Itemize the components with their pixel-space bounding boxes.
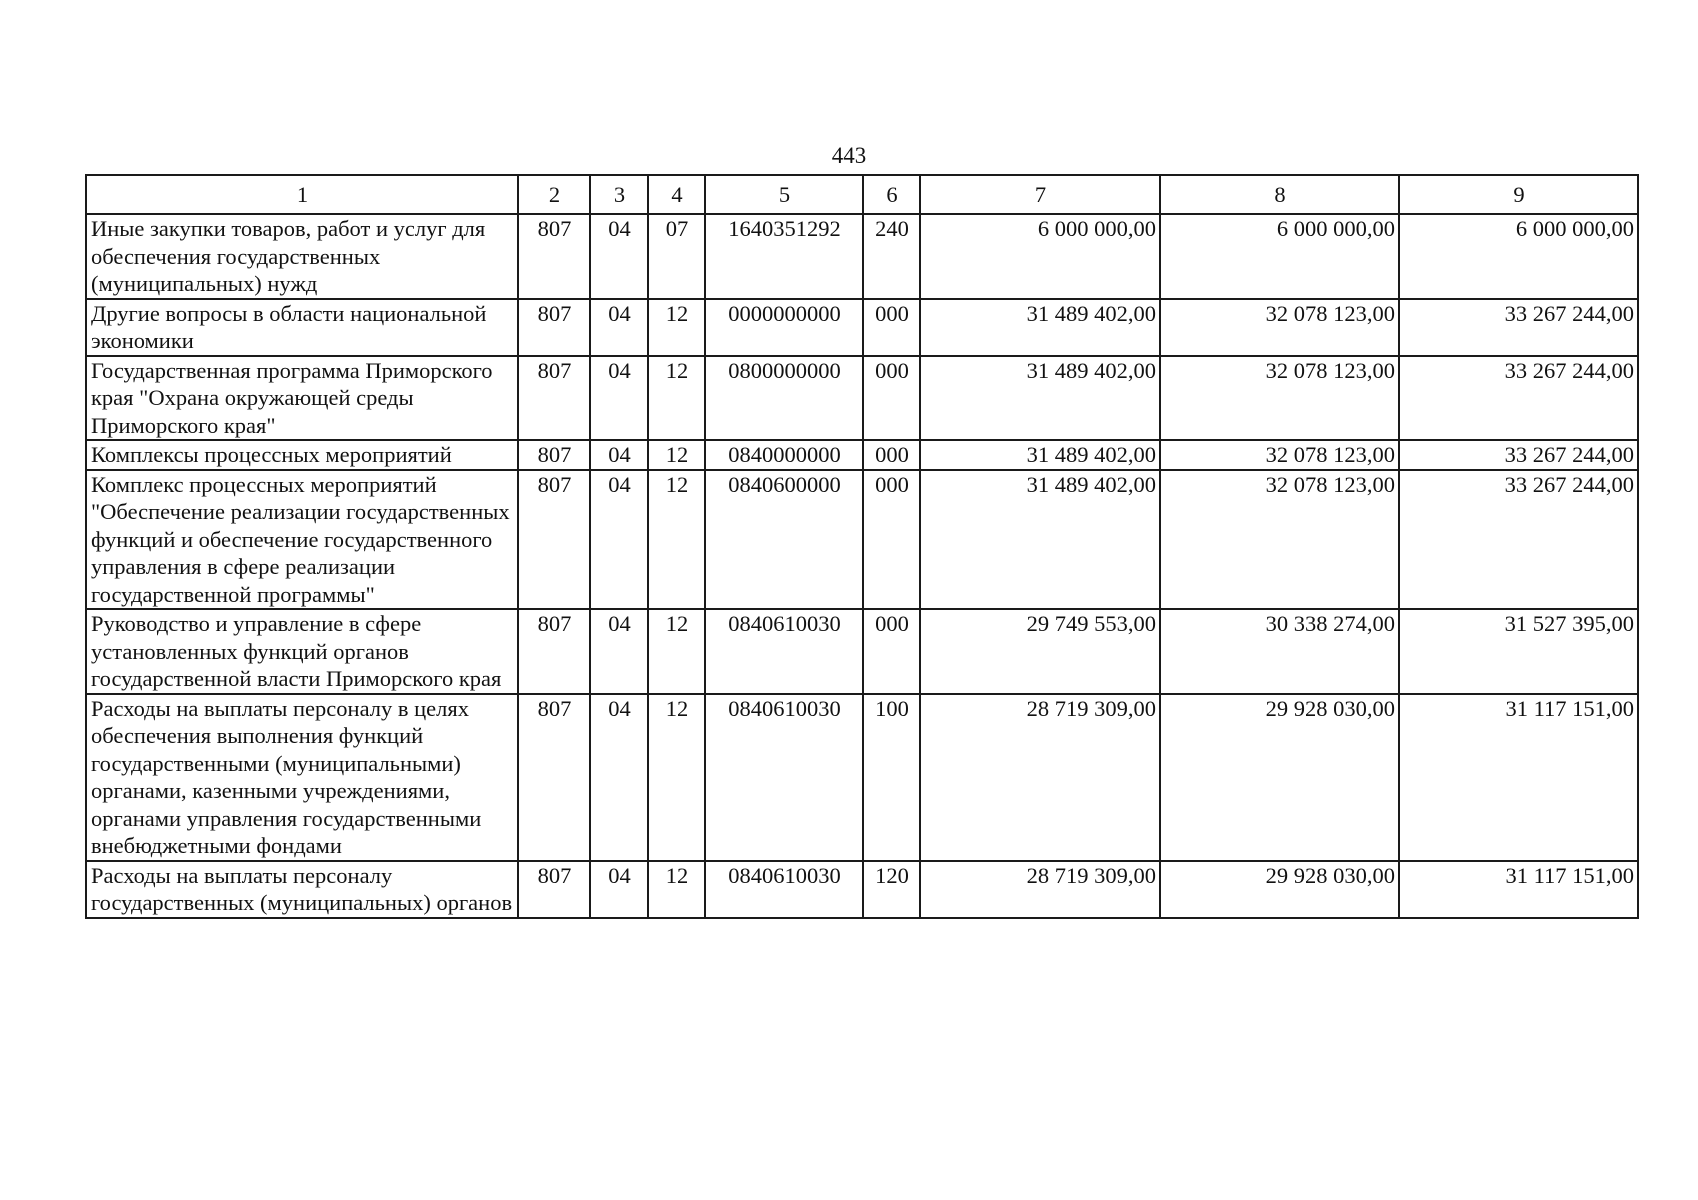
header-cell: 7 <box>920 175 1160 214</box>
target-article-code: 0840610030 <box>705 609 863 694</box>
header-cell: 1 <box>86 175 518 214</box>
subsection-code: 12 <box>648 694 705 861</box>
table-row <box>86 440 1638 470</box>
expense-type-code: 240 <box>863 214 920 299</box>
target-article-code: 0800000000 <box>705 356 863 441</box>
ministry-code: 807 <box>518 694 590 861</box>
amount-col9: 33 267 244,00 <box>1399 470 1638 610</box>
amount-col9: 33 267 244,00 <box>1399 440 1638 470</box>
header-cell: 4 <box>648 175 705 214</box>
amount-col7: 31 489 402,00 <box>920 356 1160 441</box>
subsection-code: 12 <box>648 609 705 694</box>
amount-col7: 31 489 402,00 <box>920 299 1160 356</box>
amount-col9: 31 527 395,00 <box>1399 609 1638 694</box>
amount-col8: 30 338 274,00 <box>1160 609 1399 694</box>
expense-type-code: 000 <box>863 609 920 694</box>
section-code: 04 <box>590 609 648 694</box>
table-row <box>86 470 1638 610</box>
amount-col7: 29 749 553,00 <box>920 609 1160 694</box>
expense-type-code: 000 <box>863 356 920 441</box>
header-cell: 2 <box>518 175 590 214</box>
page-number: 443 <box>831 143 867 168</box>
table-row <box>86 609 1638 694</box>
amount-col9: 33 267 244,00 <box>1399 356 1638 441</box>
table-row <box>86 694 1638 861</box>
section-code: 04 <box>590 214 648 299</box>
target-article-code: 0000000000 <box>705 299 863 356</box>
row-name: Иные закупки товаров, работ и услуг для обеспечения государственных (муниципальных) нужд <box>86 214 518 299</box>
table-row <box>86 356 1638 441</box>
row-name: Расходы на выплаты персоналу государственных (муниципальных) органов <box>86 861 518 918</box>
amount-col8: 32 078 123,00 <box>1160 440 1399 470</box>
row-name: Руководство и управление в сфере установленных функций органов государственной власти Приморского края <box>86 609 518 694</box>
section-code: 04 <box>590 356 648 441</box>
amount-col8: 32 078 123,00 <box>1160 299 1399 356</box>
header-cell: 3 <box>590 175 648 214</box>
row-name: Другие вопросы в области национальной экономики <box>86 299 518 356</box>
ministry-code: 807 <box>518 356 590 441</box>
section-code: 04 <box>590 694 648 861</box>
target-article-code: 0840000000 <box>705 440 863 470</box>
ministry-code: 807 <box>518 299 590 356</box>
amount-col7: 31 489 402,00 <box>920 440 1160 470</box>
row-name: Комплексы процессных мероприятий <box>86 440 518 470</box>
amount-col7: 28 719 309,00 <box>920 861 1160 918</box>
target-article-code: 0840610030 <box>705 694 863 861</box>
table-row <box>86 299 1638 356</box>
row-name: Государственная программа Приморского края "Охрана окружающей среды Приморского края" <box>86 356 518 441</box>
amount-col8: 6 000 000,00 <box>1160 214 1399 299</box>
target-article-code: 0840610030 <box>705 861 863 918</box>
ministry-code: 807 <box>518 861 590 918</box>
header-row <box>86 175 1638 214</box>
header-cell: 5 <box>705 175 863 214</box>
section-code: 04 <box>590 440 648 470</box>
expense-type-code: 000 <box>863 470 920 610</box>
amount-col9: 31 117 151,00 <box>1399 694 1638 861</box>
amount-col7: 28 719 309,00 <box>920 694 1160 861</box>
amount-col8: 32 078 123,00 <box>1160 470 1399 610</box>
amount-col8: 32 078 123,00 <box>1160 356 1399 441</box>
section-code: 04 <box>590 861 648 918</box>
table-row <box>86 214 1638 299</box>
ministry-code: 807 <box>518 470 590 610</box>
section-code: 04 <box>590 470 648 610</box>
section-code: 04 <box>590 299 648 356</box>
amount-col8: 29 928 030,00 <box>1160 861 1399 918</box>
amount-col7: 31 489 402,00 <box>920 470 1160 610</box>
row-name: Комплекс процессных мероприятий "Обеспечение реализации государственных функций и обеспечение государственного управления в сфере реализации государственной программы" <box>86 470 518 610</box>
expense-type-code: 000 <box>863 299 920 356</box>
expense-type-code: 100 <box>863 694 920 861</box>
row-name: Расходы на выплаты персоналу в целях обеспечения выполнения функций государственными (муниципальными) органами, казенными учреждениями, органами управления государственными внебюджетными фондами <box>86 694 518 861</box>
expense-type-code: 120 <box>863 861 920 918</box>
budget-table <box>85 174 1639 919</box>
amount-col9: 33 267 244,00 <box>1399 299 1638 356</box>
amount-col9: 31 117 151,00 <box>1399 861 1638 918</box>
header-cell: 9 <box>1399 175 1638 214</box>
amount-col9: 6 000 000,00 <box>1399 214 1638 299</box>
header-cell: 8 <box>1160 175 1399 214</box>
target-article-code: 1640351292 <box>705 214 863 299</box>
subsection-code: 12 <box>648 356 705 441</box>
subsection-code: 12 <box>648 440 705 470</box>
ministry-code: 807 <box>518 609 590 694</box>
table-row <box>86 861 1638 918</box>
subsection-code: 12 <box>648 299 705 356</box>
subsection-code: 12 <box>648 861 705 918</box>
target-article-code: 0840600000 <box>705 470 863 610</box>
subsection-code: 07 <box>648 214 705 299</box>
expense-type-code: 000 <box>863 440 920 470</box>
amount-col7: 6 000 000,00 <box>920 214 1160 299</box>
header-cell: 6 <box>863 175 920 214</box>
ministry-code: 807 <box>518 440 590 470</box>
ministry-code: 807 <box>518 214 590 299</box>
amount-col8: 29 928 030,00 <box>1160 694 1399 861</box>
subsection-code: 12 <box>648 470 705 610</box>
